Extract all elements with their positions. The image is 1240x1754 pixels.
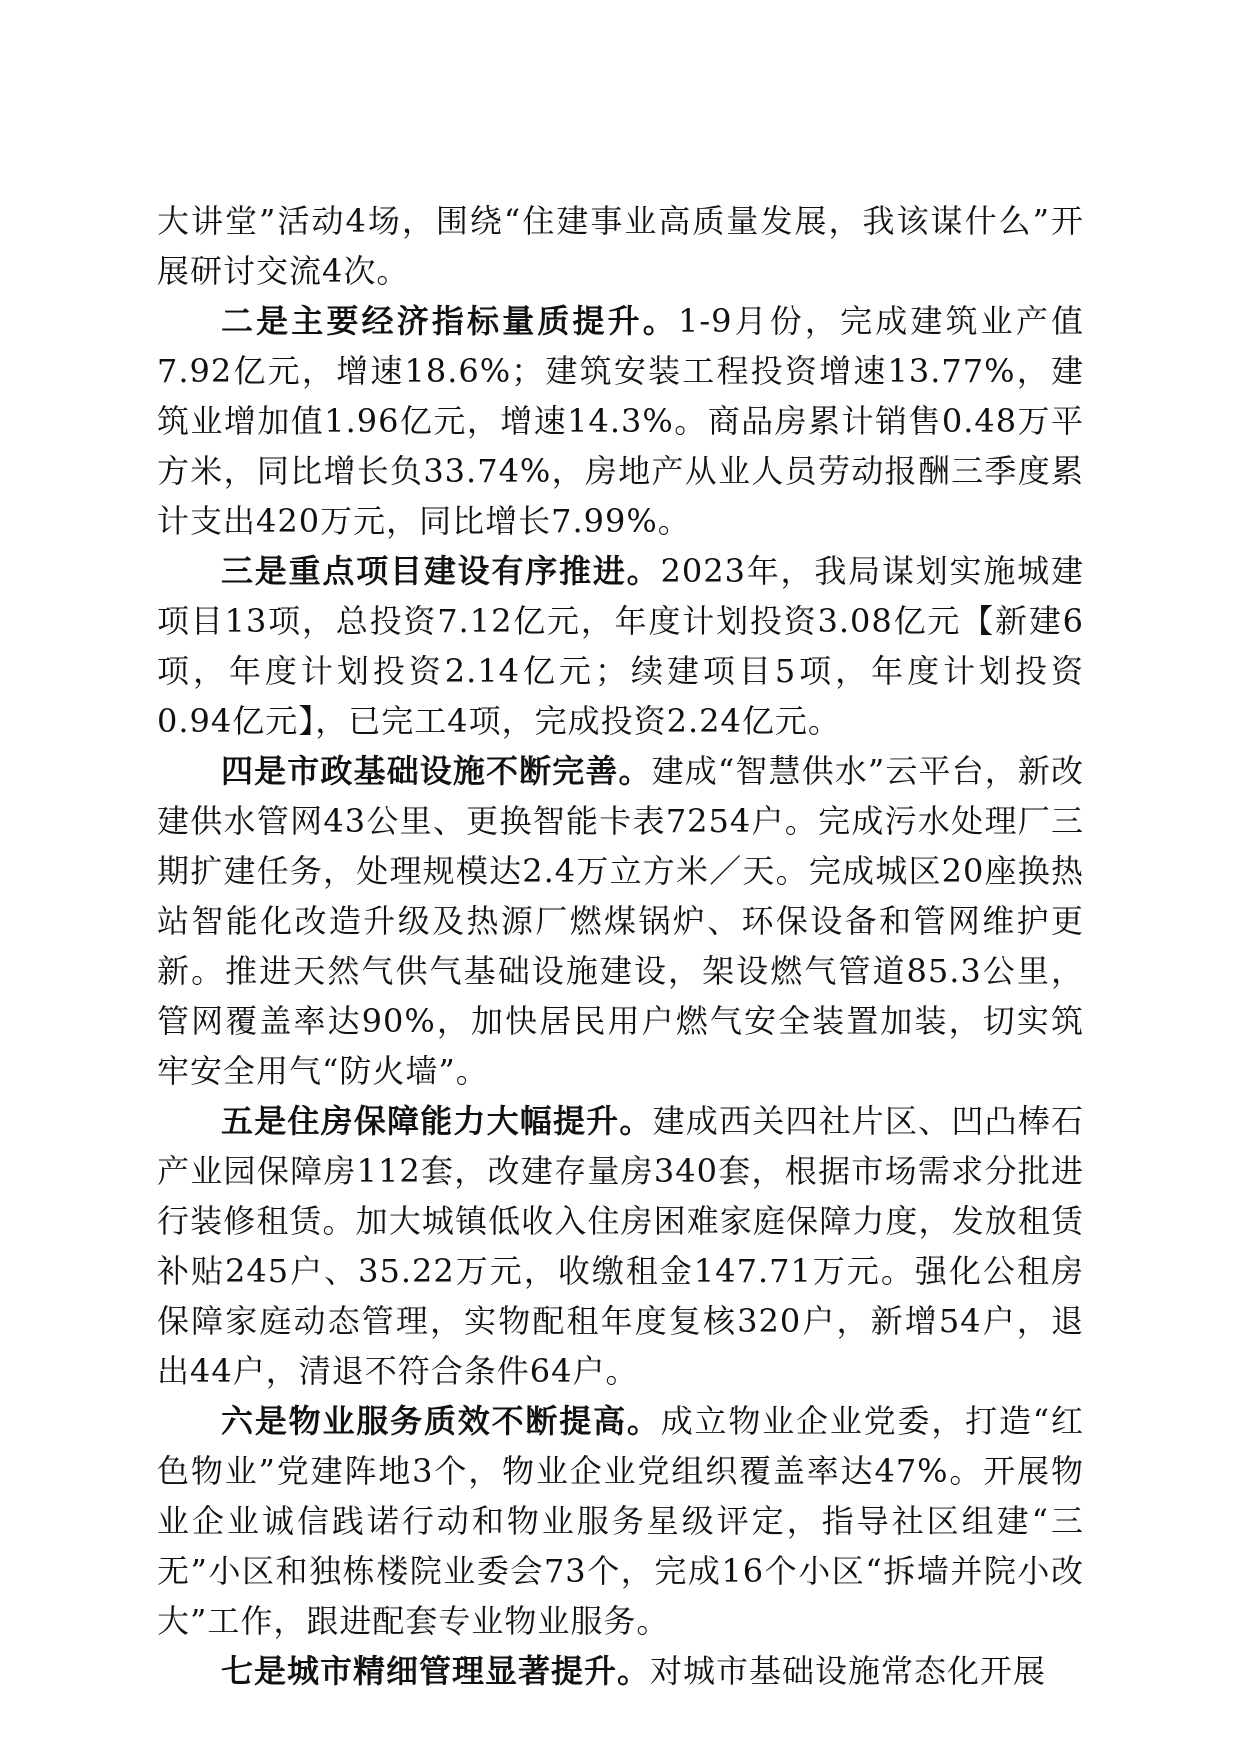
paragraph-text: 建成西关四社片区、凹凸棒石产业园保障房112套，改建存量房340套，根据市场需求分批进行装修租赁。加大城镇低收入住房困难家庭保障力度，发放租赁补贴245户、35.22万元，收缴租金147.71万元。强化公租房保障家庭动态管理，实物配租年度复核320户，新增54户，退出44户，清退不符合条件64户。 — [157, 1102, 1084, 1390]
paragraph-heading: 六是物业服务质效不断提高。 — [221, 1402, 661, 1440]
paragraph-heading: 三是重点项目建设有序推进。 — [221, 552, 661, 590]
paragraph-text: 1-9月份，完成建筑业产值7.92亿元，增速18.6%；建筑安装工程投资增速13.77%，建筑业增加值1.96亿元，增速14.3%。商品房累计销售0.48万平方米，同比增长负33.74%，房地产从业人员劳动报酬三季度累计支出420万元，同比增长7.99%。 — [157, 302, 1084, 540]
paragraph-5 — [157, 1096, 1084, 1396]
paragraph-heading: 二是主要经济指标量质提升。 — [221, 302, 678, 340]
document-body — [157, 196, 1084, 1696]
paragraph-7 — [157, 1646, 1084, 1696]
paragraph-text: 大讲堂”活动4场，围绕“住建事业高质量发展，我该谋什么”开展研讨交流4次。 — [157, 202, 1084, 290]
paragraph-text: 2023年，我局谋划实施城建项目13项，总投资7.12亿元，年度计划投资3.08亿元【新建6项，年度计划投资2.14亿元；续建项目5项，年度计划投资0.94亿元】，已完工4项，完成投资2.24亿元。 — [157, 552, 1084, 740]
paragraph-text: 建成“智慧供水”云平台，新改建供水管网43公里、更换智能卡表7254户。完成污水处理厂三期扩建任务，处理规模达2.4万立方米／天。完成城区20座换热站智能化改造升级及热源厂燃煤锅炉、环保设备和管网维护更新。推进天然气供气基础设施建设，架设燃气管道85.3公里，管网覆盖率达90%，加快居民用户燃气安全装置加装，切实筑牢安全用气“防火墙”。 — [157, 752, 1084, 1090]
paragraph-6 — [157, 1396, 1084, 1646]
paragraph-heading: 五是住房保障能力大幅提升。 — [221, 1102, 653, 1140]
paragraph-4 — [157, 746, 1084, 1096]
paragraph-1 — [157, 196, 1084, 296]
paragraph-text: 对城市基础设施常态化开展 — [650, 1652, 1047, 1690]
paragraph-heading: 四是市政基础设施不断完善。 — [221, 752, 652, 790]
paragraph-heading: 七是城市精细管理显著提升。 — [221, 1652, 651, 1690]
paragraph-2 — [157, 296, 1084, 546]
paragraph-text: 成立物业企业党委，打造“红色物业”党建阵地3个，物业企业党组织覆盖率达47%。开展物业企业诚信践诺行动和物业服务星级评定，指导社区组建“三无”小区和独栋楼院业委会73个，完成16个小区“拆墙并院小改大”工作，跟进配套专业物业服务。 — [157, 1402, 1084, 1640]
paragraph-3 — [157, 546, 1084, 746]
